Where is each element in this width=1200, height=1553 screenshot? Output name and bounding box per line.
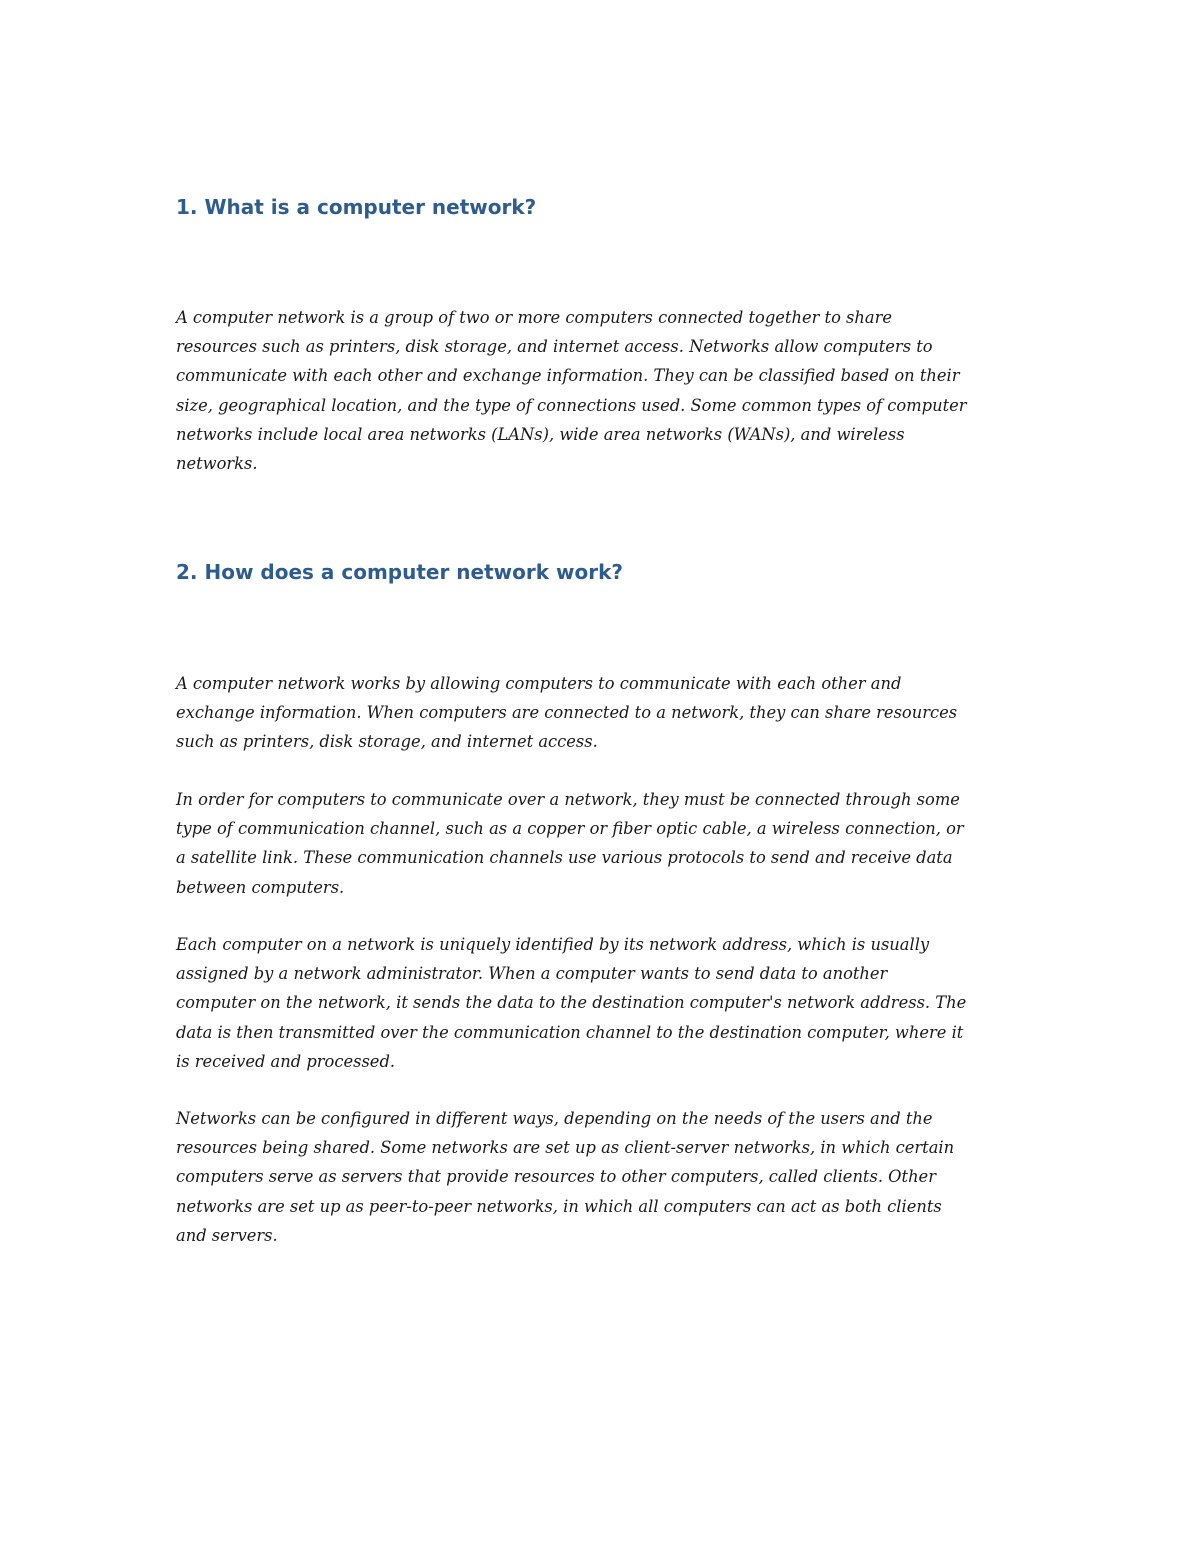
text-line: computers serve as servers that provide resources to other computers, called clients. Other xyxy=(176,1167,936,1187)
text-line: resources being shared. Some networks are set up as client-server networks, in which certain xyxy=(176,1138,955,1158)
section-1-paragraph-1 xyxy=(176,303,1026,478)
section-2-paragraph-4 xyxy=(176,1104,1026,1250)
text-line: computer on the network, it sends the data to the destination computer's network address. The xyxy=(176,993,967,1013)
text-line: networks are set up as peer-to-peer networks, in which all computers can act as both clients xyxy=(176,1196,942,1216)
text-line: exchange information. When computers are connected to a network, they can share resources xyxy=(176,703,958,723)
section-2-paragraph-1 xyxy=(176,669,1026,757)
text-line: such as printers, disk storage, and internet access. xyxy=(176,732,598,752)
text-line: A computer network is a group of two or more computers connected together to share xyxy=(176,308,893,327)
text-line: networks. xyxy=(176,454,258,474)
section-2-paragraph-2 xyxy=(176,785,1026,902)
text-line: resources such as printers, disk storage, and internet access. Networks allow computers to xyxy=(176,337,933,357)
text-line: networks include local area networks (LANs), wide area networks (WANs), and wireless xyxy=(176,424,905,444)
text-line: Each computer on a network is uniquely identified by its network address, which is usually xyxy=(176,935,930,954)
text-line: type of communication channel, such as a copper or fiber optic cable, a wireless connection, or xyxy=(176,819,964,839)
text-line: between computers. xyxy=(176,877,345,897)
section-1-heading: 1. What is a computer network? xyxy=(176,195,537,219)
text-line: A computer network works by allowing computers to communicate with each other and xyxy=(176,674,902,693)
text-line: Networks can be configured in different ways, depending on the needs of the users and the xyxy=(176,1109,933,1128)
text-line: a satellite link. These communication channels use various protocols to send and receive data xyxy=(176,848,953,868)
text-line: size, geographical location, and the type of connections used. Some common types of computer xyxy=(176,395,967,415)
text-line: communicate with each other and exchange information. They can be classified based on their xyxy=(176,366,960,386)
text-line: and servers. xyxy=(176,1225,278,1245)
text-line: assigned by a network administrator. When a computer wants to send data to another xyxy=(176,964,888,984)
text-line: In order for computers to communicate over a network, they must be connected through some xyxy=(176,790,960,809)
section-2-paragraph-3 xyxy=(176,930,1026,1076)
section-2-heading: 2. How does a computer network work? xyxy=(176,560,623,584)
text-line: is received and processed. xyxy=(176,1051,396,1071)
text-line: data is then transmitted over the communication channel to the destination computer, where it xyxy=(176,1022,964,1042)
